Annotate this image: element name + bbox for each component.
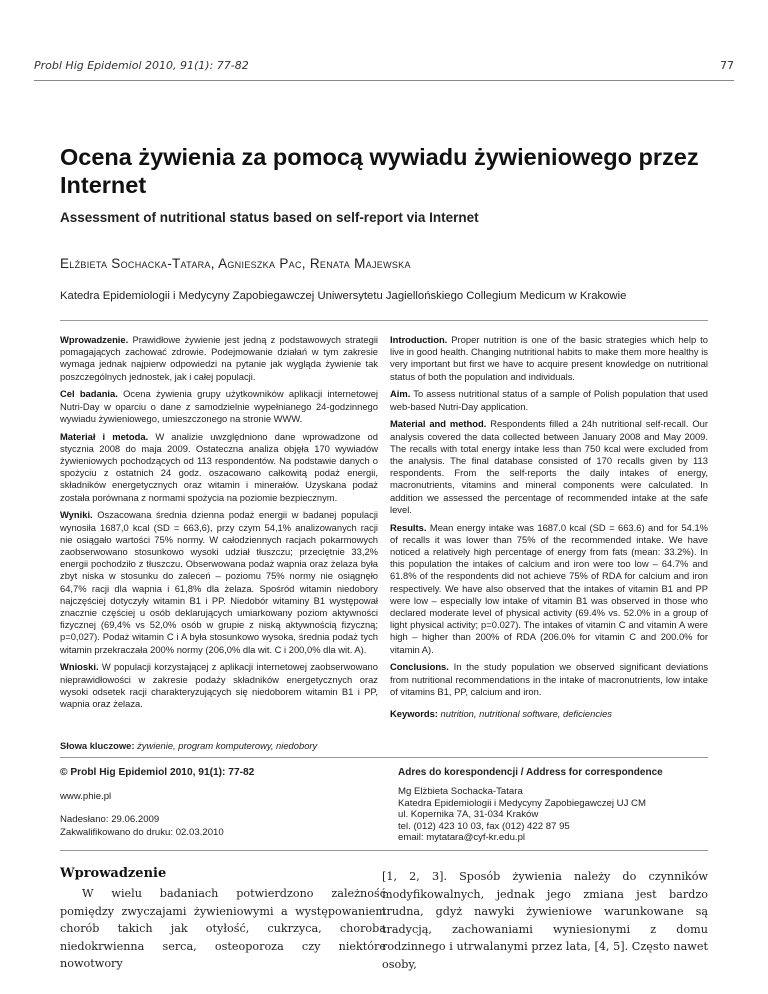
- body-divider: [60, 850, 708, 851]
- abstract-heading: Materiał i metoda.: [60, 430, 149, 442]
- abstract-bottom-divider: [60, 757, 708, 758]
- abstract-heading: Cel badania.: [60, 388, 118, 400]
- abstract-section: [390, 334, 708, 383]
- journal-reference: Probl Hig Epidemiol 2010, 91(1): 77-82: [34, 59, 249, 72]
- abstract-text: Respondents filled a 24h nutritional self-recall. Our analysis covered the data collected between January 2008 and May 2009. The recalls with total energy intake less than 750 kcal were excluded from the analysis. The final database consisted of 170 recalls given by 113 respondents. From the self-reports the daily intakes of energy, macronutrients, vitamins and mineral components were calculated. In addition we assessed the percentage of recommended intake at the safe level.: [390, 418, 708, 515]
- abstract-text: W populacji korzystającej z aplikacji internetowej zaobserwowano nieprawidłowości w zakresie podaży składników energetycznych oraz wysoki odsetek racji charakteryzujących się niedoborem witamin B1 i PP, wapnia oraz żelaza.: [60, 661, 378, 710]
- abstract-english: [390, 334, 708, 726]
- correspondence-phone: tel. (012) 423 10 03, fax (012) 422 87 95: [398, 820, 570, 832]
- keywords-label: Słowa kluczowe:: [60, 740, 135, 751]
- abstract-section: [390, 418, 708, 516]
- keywords-values: nutrition, nutritional software, deficiencies: [440, 708, 612, 720]
- abstract-heading: Results.: [390, 521, 427, 533]
- correspondence-department: Katedra Epidemiologii i Medycyny Zapobiegawczej UJ CM: [398, 797, 646, 809]
- accepted-date: Zakwalifikowano do druku: 02.03.2010: [60, 826, 224, 838]
- abstract-heading: Wnioski.: [60, 661, 99, 673]
- page-number: 77: [720, 59, 734, 72]
- abstract-text: In the study population we observed significant deviations from nutritional recommendations in the intake of macronutrients, low intake of vitamins B1, PP, calcium and iron.: [390, 661, 709, 697]
- author-affiliation: Katedra Epidemiologii i Medycyny Zapobiegawczej Uniwersytetu Jagiellońskiego Collegium Medicum w Krakowie: [60, 290, 627, 302]
- article-subtitle: Assessment of nutritional status based on self-report via Internet: [60, 210, 479, 225]
- abstract-heading: Conclusions.: [390, 661, 449, 673]
- abstract-section: [390, 661, 708, 698]
- keywords-values: żywienie, program komputerowy, niedobory: [137, 740, 318, 751]
- correspondence-street: ul. Kopernika 7A, 31-034 Kraków: [398, 809, 539, 821]
- abstract-section: [390, 388, 708, 412]
- abstract-section: [60, 661, 378, 710]
- keywords-label: Keywords:: [390, 708, 438, 720]
- correspondence-title: Adres do korespondencji / Address for correspondence: [398, 767, 663, 778]
- section-heading: Wprowadzenie: [60, 866, 167, 881]
- abstract-heading: Aim.: [390, 388, 411, 400]
- abstract-polish: [60, 334, 378, 716]
- journal-website-link[interactable]: www.phie.pl: [60, 791, 112, 803]
- correspondence-name: Mg Elżbieta Sochacka-Tatara: [398, 786, 523, 798]
- publication-info: [60, 767, 378, 839]
- body-text-right: [1, 2, 3]. Sposób żywienia należy do czynników modyfikowalnych, jednak jego zmiana jest bardzo trudna, gdyż nawyki żywieniowe warunkowane są tradycją, zachowaniami wyniesionymi z domu rodzinnego i utrwalanymi przez lata, [4, 5]. Często nawet osoby,: [382, 870, 708, 971]
- correspondence-address: [398, 767, 708, 843]
- abstract-text: Prawidłowe żywienie jest jedną z podstawowych strategii pomagających zachować zdrowie. Podejmowanie działań w tym zakresie wymaga jednak najpierw odpowiedzi na pytanie jak wygląda żywienie tak poszczególnych jednostek, jak i całej populacji.: [60, 334, 378, 382]
- running-head: [34, 59, 734, 75]
- abstract-top-divider: [60, 320, 708, 321]
- abstract-section: [390, 522, 708, 656]
- abstract-text: Ocena żywienia grupy użytkowników aplikacji internetowej Nutri-Day w oparciu o dane z samodzielnie wypełnianego 24-godzinnego wywiadu żywieniowego, umieszczonego na stronie WWW.: [60, 388, 378, 424]
- article-title: Ocena żywienia za pomocą wywiadu żywieniowego przez Internet: [60, 144, 699, 198]
- abstract-section: [60, 509, 378, 655]
- received-date: Nadesłano: 29.06.2009: [60, 814, 160, 826]
- abstract-heading: Material and method.: [390, 418, 487, 430]
- abstract-text: Mean energy intake was 1687.0 kcal (SD = 663.6) and for 54.1% of recalls it was lower than 75% of the recommended intake. We have noticed a relatively high percentage of energy from fats (mean: 33.2%). In this population the intakes of calcium and iron were too low – 64.7% and 61.8% of the respondents did not achieve 75% of RDA for calcium and iron respectively. We have also observed that the intakes of vitamin B1 and PP were low – especially low intake of vitamin B1 was observed in those who declared moderate level of physical activity (69.4% vs. 52.0% in a group of light physical activity; p=0.027). The intakes of vitamin C and vitamin A were high – higher than 200% of RDA (206.0% for vitamin C and 200.0% for vitamin A).: [390, 521, 708, 655]
- body-text-left: W wielu badaniach potwierdzono zależność pomiędzy zwyczajami żywieniowymi a występowaniem chorób takich jak otyłość, cukrzyca, choroba niedokrwienna serca, osteoporoza czy niektóre nowotwory: [60, 887, 386, 971]
- abstract-heading: Introduction.: [390, 334, 448, 345]
- header-divider: [34, 80, 734, 81]
- copyright-notice: © Probl Hig Epidemiol 2010, 91(1): 77-82: [60, 767, 255, 778]
- author-list: Elżbieta Sochacka-Tatara, Agnieszka Pac, Renata Majewska: [60, 256, 411, 271]
- abstract-section: [60, 334, 378, 383]
- abstract-heading: Wyniki.: [60, 509, 93, 521]
- keywords-english: [390, 708, 708, 720]
- correspondence-email[interactable]: email: mytatara@cyf-kr.edu.pl: [398, 832, 526, 844]
- abstract-heading: Wprowadzenie.: [60, 334, 129, 345]
- abstract-text: Proper nutrition is one of the basic strategies which help to live in good health. Changing nutritional habits to make them more healthy is very important but first we have to acquire present knowledge on nutritional status of both the population and individuals.: [390, 334, 709, 382]
- abstract-text: Oszacowana średnia dzienna podaż energii w badanej populacji wynosiła 1687,0 kcal (SD = 663,6), przy czym 54,1% analizowanych racji nie osiągało wartości 75% normy. W całodziennych racjach pokarmowych zaobserwowano stosunkowo wysoki udział tłuszczu; przeciętnie 33,2% energii pochodziło z tłuszczu. Obserwowana podaż wapnia oraz żelaza była zbyt niska w stosunku do zaleceń – poziomu 75% normy nie osiągnęło 64,7% racji dla wapnia i 61,8% dla żelaza. Spośród witamin niedobory najczęściej dotyczyły witamin B1 i PP. Niedobór witaminy B1 występował znacznie częściej u osób deklarujących umiarkowany poziom aktywności fizycznej (69,4% vs 52,0% osób w grupie z niską aktywnością fizyczną; p=0,027). Podaż witamin C i A była stosunkowo wysoka, średnia podaż tych witamin przekraczała 200% normy (206,0% dla wit. C i 200,0% dla wit. A).: [60, 509, 378, 655]
- keywords-polish: [60, 740, 317, 751]
- abstract-section: [60, 388, 378, 425]
- abstract-text: To assess nutritional status of a sample of Polish population that used web-based Nutri-Day application.: [390, 388, 708, 412]
- abstract-section: [60, 431, 378, 504]
- abstract-text: W analizie uwzględniono dane wprowadzone od stycznia 2008 do maja 2009. Ostateczna analiza objęła 170 wywiadów żywieniowych pochodzących od 113 respondentów. Na podstawie danych o spożyciu z ostatnich 24 godz. oszacowano całkowitą podaż energii, składników energetycznych oraz witamin i minerałów. Uzyskana podaż została porównana z normami spożycia na poziomie bezpiecznym.: [60, 430, 378, 503]
